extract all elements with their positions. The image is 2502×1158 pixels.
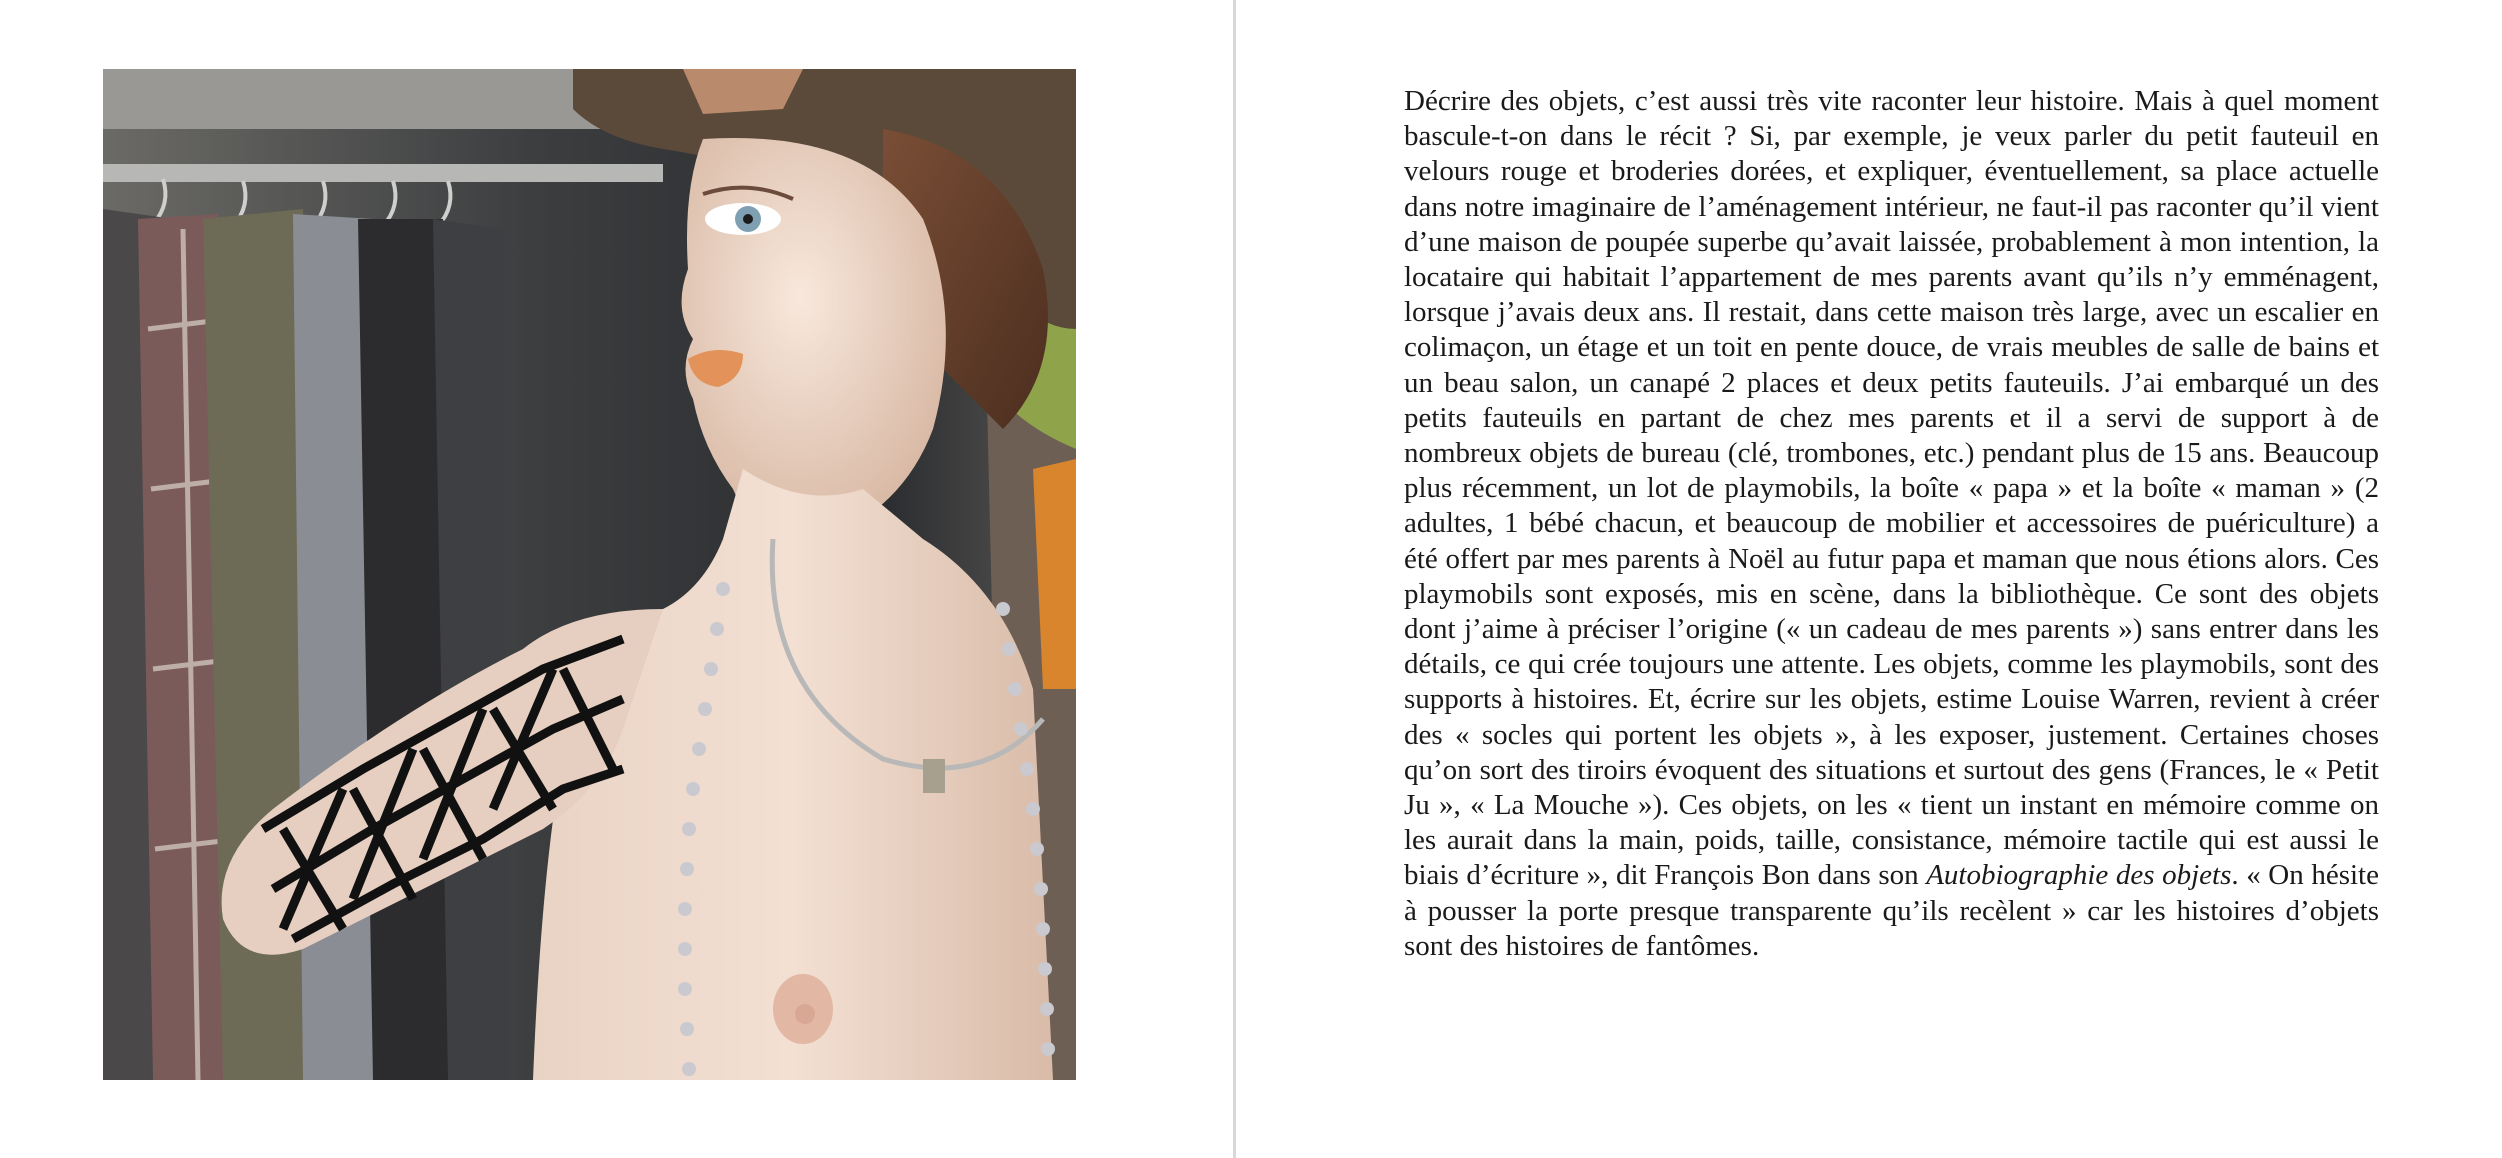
paragraph-part-1: Décrire des objets, c’est aussi très vite raconter leur histoire. Mais à quel moment bascule-t-on dans le récit ? Si, par exemple, je veux parler du petit fauteuil en velours rouge et broderies dorées, et expliquer, éventuellement, sa place actuelle dans notre imaginaire de l’aménagement intérieur, ne faut-il pas raconter qu’il vient d’une maison de poupée superbe qu’avait laissée, probablement à mon intention, la locataire qui habitait l’appartement de mes parents avant qu’ils n’y emménagent, lorsque j’avais deux ans. Il restait, dans cette maison très large, avec un escalier en colimaçon, un étage et un toit en pente douce, de vrais meubles de salle de bains et un beau salon, un canapé 2 places et deux petits fauteuils. J’ai embarqué un des petits fauteuils en partant de chez mes parents et il a servi de support à de nombreux objets de bureau (clé, trombones, etc.) pendant plus de 15 ans. Beaucoup plus récemment, un lot de playmobils, la boîte « papa » et la boîte « maman » (2 adultes, 1 bébé chacun, et beaucoup de mobilier et accessoires de puériculture) a été offert par mes parents à Noël au futur papa et maman que nous étions alors. Ces playmobils sont exposés, mis en scène, dans la bibliothèque. Ce sont des objets dont j’aime à préciser l’origine (« un cadeau de mes parents ») sans entrer dans les détails, ce qui crée toujours une attente. Les objets, comme les playmobils, sont des supports à histoires. Et, écrire sur les objets, estime Louise Warren, revient à créer des « socles qui portent les objets », à les exposer, justement. Certaines choses qu’on sort des tiroirs évoquent des situations et surtout des gens (Frances, le « Petit Ju », « La Mouche »). Ces objets, on les « tient un instant en mémoire comme on les aurait dans la main, poids, taille, consistance, mémoire tactile qui est aussi le biais d’écriture », dit François Bon dans son (1404, 85, 2379, 892)
eye-pupil (743, 214, 753, 224)
choker-pendant (923, 759, 945, 793)
body-text (1404, 84, 2379, 964)
right-page (1237, 0, 2502, 1158)
paragraph-part-2: . « On hésite à pousser la porte presque transparente qu’ils recèlent » car les histoires d’objets sont des histoires de fantômes. (1404, 859, 2379, 962)
page-gutter (1233, 0, 1236, 1158)
nipple-detail (795, 1004, 815, 1024)
body-paragraph (1404, 84, 2379, 964)
left-page (0, 0, 1234, 1158)
mannequin-illustration (103, 69, 1076, 1080)
mannequin-photo (103, 69, 1076, 1080)
book-title: Autobiographie des objets (1926, 859, 2232, 892)
clothes-rail (103, 164, 663, 182)
